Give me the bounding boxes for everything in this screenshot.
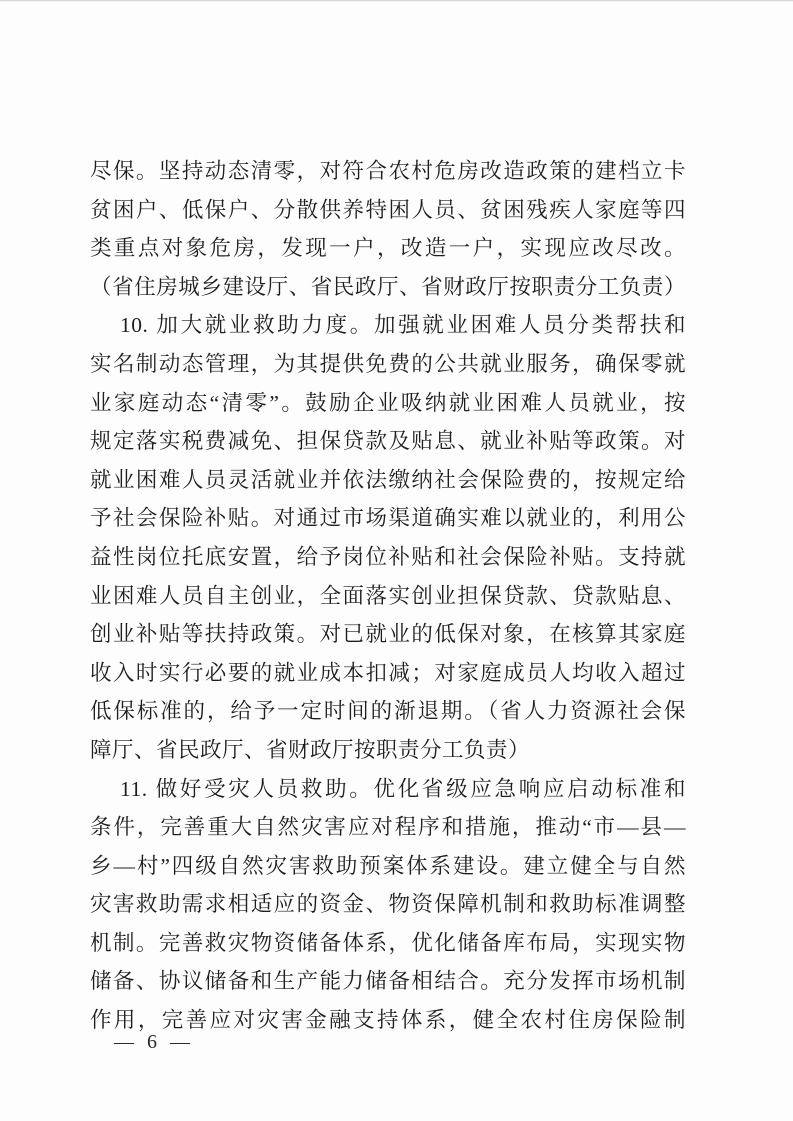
text-line: 尽保。坚持动态清零，对符合农村危房改造政策的建档立卡 (90, 159, 686, 183)
text-line: 低保标准的，给予一定时间的渐退期。（省人力资源社会保 (90, 699, 686, 724)
text-line: 作用，完善应对灾害金融支持体系，健全农村住房保险制 (90, 1008, 686, 1033)
text-line: （省住房城乡建设厅、省民政厅、省财政厅按职责分工负责） (90, 274, 686, 299)
document-body (90, 152, 686, 1040)
text-line: 10. 加大就业救助力度。加强就业困难人员分类帮扶和 (120, 313, 686, 338)
text-line: 业家庭动态“清零”。鼓励企业吸纳就业困难人员就业，按 (90, 390, 686, 415)
page-number: — 6 — (114, 1031, 194, 1053)
text-line: 障厅、省民政厅、省财政厅按职责分工负责） (90, 737, 531, 762)
text-line: 益性岗位托底安置，给予岗位补贴和社会保险补贴。支持就 (90, 544, 686, 569)
text-line: 贫困户、低保户、分散供养特困人员、贫困残疾人家庭等四 (90, 197, 686, 222)
text-line: 规定落实税费减免、担保贷款及贴息、就业补贴等政策。对 (90, 429, 686, 454)
text-line: 就业困难人员灵活就业并依法缴纳社会保险费的，按规定给 (90, 467, 686, 492)
text-line: 类重点对象危房，发现一户，改造一户，实现应改尽改。 (90, 236, 686, 261)
text-line: 创业补贴等扶持政策。对已就业的低保对象，在核算其家庭 (90, 622, 686, 647)
text-line: 灾害救助需求相适应的资金、物资保障机制和救助标准调整 (90, 892, 686, 917)
text-line: 业困难人员自主创业，全面落实创业担保贷款、贷款贴息、 (90, 583, 686, 608)
paragraph-10 (90, 306, 686, 769)
text-line: 乡—村”四级自然灾害救助预案体系建设。建立健全与自然 (90, 853, 686, 878)
text-line: 机制。完善救灾物资储备体系，优化储备库布局，实现实物 (90, 930, 686, 955)
text-line: 条件，完善重大自然灾害应对程序和措施，推动“市—县— (90, 815, 686, 840)
text-line: 11. 做好受灾人员救助。优化省级应急响应启动标准和 (120, 776, 686, 801)
page-footer (114, 1030, 194, 1054)
text-line: 储备、协议储备和生产能力储备相结合。充分发挥市场机制 (90, 969, 686, 994)
text-line: 收入时实行必要的就业成本扣减；对家庭成员人均收入超过 (90, 660, 686, 685)
text-line: 实名制动态管理，为其提供免费的公共就业服务，确保零就 (90, 351, 686, 376)
scan-edge (0, 0, 793, 2)
text-line: 予社会保险补贴。对通过市场渠道确实难以就业的，利用公 (90, 506, 686, 531)
paragraph-continuation (90, 152, 686, 306)
paragraph-11 (90, 770, 686, 1040)
